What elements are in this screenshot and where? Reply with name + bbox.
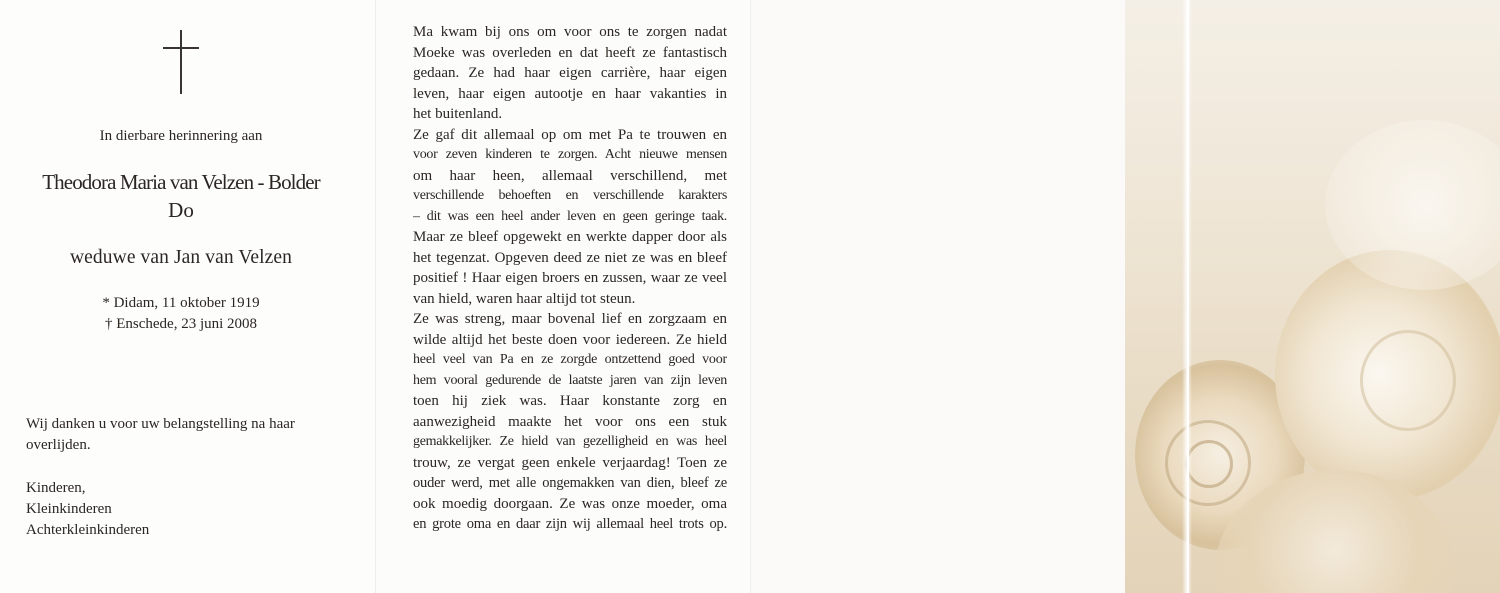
rose-photo [1125, 0, 1500, 593]
story-line: verschillende behoeften en verschillende karakters [413, 188, 727, 203]
story-line: voor zeven kinderen te zorgen. Acht nieuwe mensen [413, 147, 727, 162]
thanks-text [26, 414, 295, 456]
deceased-name: Theodora Maria van Velzen - Bolder [42, 170, 320, 194]
story-line: het tegenzat. Opgeven deed ze niet ze was en bleef [413, 249, 727, 266]
story-line: van hield, waren haar altijd tot steun. [413, 290, 636, 307]
memorial-front-panel [0, 0, 375, 593]
intro-text: In dierbare herinnering aan [99, 128, 263, 144]
story-line: hem vooral gedurende de laatste jaren van zijn leven [413, 372, 727, 388]
fold-line [750, 0, 751, 593]
story-line: toen hij ziek was. Haar konstante zorg en [413, 393, 727, 409]
story-line: leven, haar eigen autootje en haar vakanties in [413, 85, 727, 102]
thanks-line: overlijden. [26, 437, 91, 453]
story-line: Ze was streng, maar bovenal lief en zorgzaam en [413, 311, 727, 327]
story-line: positief ! Haar eigen broers en zussen, waar ze veel [413, 270, 727, 286]
birth-date: * Didam, 11 oktober 1919 [102, 295, 260, 311]
story-text [413, 22, 727, 535]
story-line: trouw, ze vergat geen enkele verjaardag! Toen ze [413, 454, 727, 471]
story-line: heel veel van Pa en ze zorgde ontzettend goed voor [413, 352, 727, 367]
story-line: om haar heen, allemaal verschillend, met [413, 167, 727, 184]
family-signature [26, 478, 149, 541]
story-line: – dit was een heel ander leven en geen geringe taak. [413, 208, 727, 224]
story-line: Moeke was overleden en dat heeft ze fantastisch [413, 44, 727, 61]
story-line: Maar ze bleef opgewekt en werkte dapper door als [413, 229, 727, 245]
fold-line [375, 0, 376, 593]
rose-shape [1185, 440, 1233, 488]
story-line: ouder werd, met alle ongemakken van dien, bleef ze [413, 475, 727, 491]
story-line: gemakkelijker. Ze hield van gezelligheid en was heel [413, 434, 727, 449]
family-line: Kleinkinderen [26, 501, 112, 517]
family-line: Kinderen, [26, 480, 86, 496]
story-line: wilde altijd het beste doen voor iedereen. Ze hield [413, 331, 727, 348]
rose-shape [1360, 330, 1456, 431]
widow-of-text: weduwe van Jan van Velzen [70, 247, 292, 268]
story-line: aanwezigheid maakte het voor ons een stuk [413, 413, 727, 430]
thanks-line: Wij danken u voor uw belangstelling na haar [26, 416, 295, 432]
light-stripe [1187, 0, 1189, 593]
story-line: gedaan. Ze had haar eigen carrière, haar eigen [413, 65, 727, 81]
cross-icon [163, 30, 199, 94]
story-line: en grote oma en daar zijn wij allemaal heel trots op. [413, 516, 727, 532]
nickname: Do [168, 198, 194, 222]
family-line: Achterkleinkinderen [26, 522, 150, 538]
story-line: het buitenland. [413, 106, 503, 122]
blank-panel [750, 0, 1125, 593]
story-line: ook moedig doorgaan. Ze was onze moeder, oma [413, 495, 727, 512]
story-line: Ma kwam bij ons om voor ons te zorgen nadat [413, 24, 727, 40]
story-line: Ze gaf dit allemaal op om met Pa te trouwen en [413, 126, 727, 143]
death-date: † Enschede, 23 juni 2008 [104, 316, 258, 332]
